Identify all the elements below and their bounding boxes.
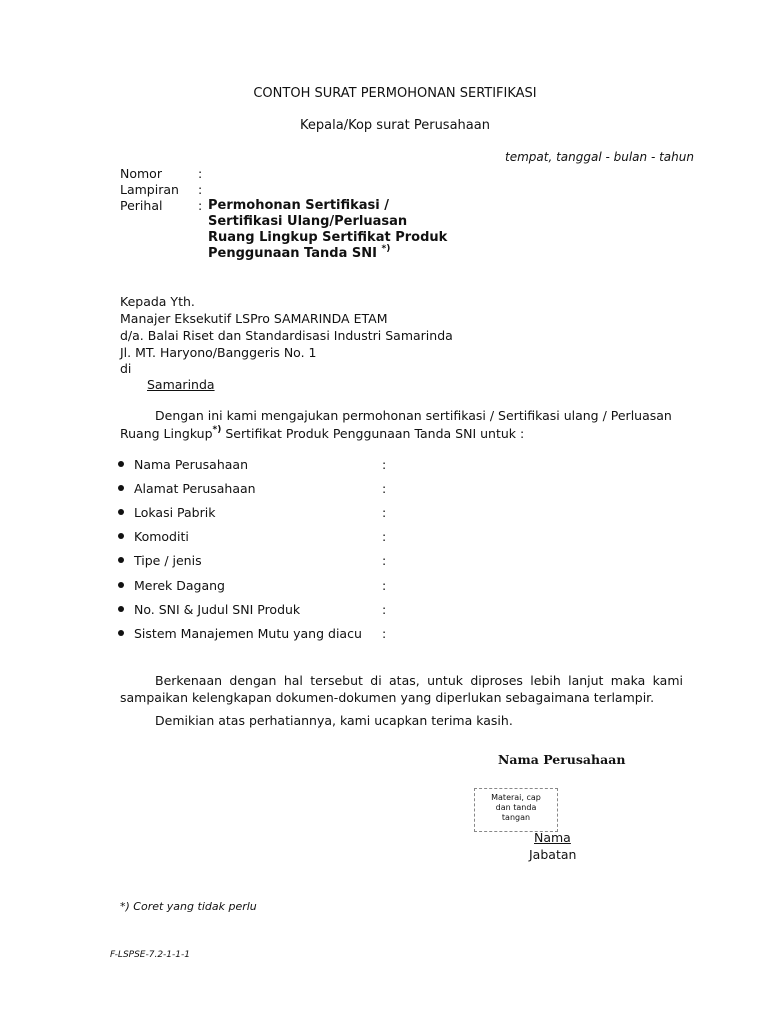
field-label: Merek Dagang xyxy=(134,578,225,593)
field-item xyxy=(118,529,189,544)
bullet-icon xyxy=(118,533,124,539)
nomor-colon: : xyxy=(198,166,203,181)
intro-line-2a: Ruang Lingkup xyxy=(120,426,213,441)
stamp-line: tangan xyxy=(501,813,531,822)
field-label: Nama Perusahaan xyxy=(134,457,249,472)
bullet-icon xyxy=(118,582,124,588)
document-title: CONTOH SURAT PERMOHONAN SERTIFIKASI xyxy=(253,86,537,101)
address-line: d/a. Balai Riset dan Standardisasi Industri Samarinda xyxy=(120,328,453,343)
field-item xyxy=(118,578,225,593)
field-colon: : xyxy=(382,578,387,593)
address-city: Samarinda xyxy=(147,377,215,392)
lampiran-colon: : xyxy=(198,182,203,197)
closing-para-2: Demikian atas perhatiannya, kami ucapkan terima kasih. xyxy=(155,713,513,728)
closing-para-1-line-2: sampaikan kelengkapan dokumen-dokumen yang diperlukan sebagaimana terlampir. xyxy=(120,690,655,705)
perihal-line-text: Penggunaan Tanda SNI xyxy=(208,246,377,261)
perihal-line: Ruang Lingkup Sertifikat Produk xyxy=(208,230,448,245)
address-line: Kepada Yth. xyxy=(120,294,195,309)
field-colon: : xyxy=(382,602,387,617)
closing-para-1-line-1: Berkenaan dengan hal tersebut di atas, untuk diproses lebih lanjut maka kami xyxy=(155,673,683,688)
stamp-line: Materai, cap xyxy=(491,793,541,802)
bullet-icon xyxy=(118,606,124,612)
signatory-name: Nama xyxy=(534,830,571,845)
field-item xyxy=(118,457,248,472)
field-colon: : xyxy=(382,626,387,641)
intro-line-2b: Sertifikat Produk Penggunaan Tanda SNI untuk : xyxy=(221,426,525,441)
letterhead-placeholder: Kepala/Kop surat Perusahaan xyxy=(300,118,490,133)
intro-line-2 xyxy=(120,426,524,441)
field-colon: : xyxy=(382,481,387,496)
field-colon: : xyxy=(382,529,387,544)
lampiran-label: Lampiran xyxy=(120,182,179,197)
footnote: *) Coret yang tidak perlu xyxy=(120,900,257,913)
perihal-line-last xyxy=(208,246,390,261)
bullet-icon xyxy=(118,461,124,467)
field-item xyxy=(118,505,215,520)
field-item xyxy=(118,602,300,617)
stamp-line: dan tanda xyxy=(495,803,537,812)
field-item xyxy=(118,626,362,641)
signatory-position: Jabatan xyxy=(529,847,577,862)
nomor-label: Nomor xyxy=(120,166,162,181)
field-colon: : xyxy=(382,553,387,568)
field-label: Tipe / jenis xyxy=(134,553,202,568)
field-item xyxy=(118,481,256,496)
field-label: Lokasi Pabrik xyxy=(134,505,216,520)
field-label: Sistem Manajemen Mutu yang diacu xyxy=(134,626,362,641)
address-line: Jl. MT. Haryono/Banggeris No. 1 xyxy=(120,345,317,360)
date-line: tempat, tanggal - bulan - tahun xyxy=(505,150,694,164)
perihal-line: Sertifikasi Ulang/Perluasan xyxy=(208,214,408,229)
perihal-colon: : xyxy=(198,198,203,213)
perihal-footnote-mark: *) xyxy=(381,244,391,254)
address-line: Manajer Eksekutif LSPro SAMARINDA ETAM xyxy=(120,311,388,326)
bullet-icon xyxy=(118,630,124,636)
perihal-label: Perihal xyxy=(120,198,163,213)
bullet-icon xyxy=(118,509,124,515)
field-label: No. SNI & Judul SNI Produk xyxy=(134,602,301,617)
bullet-icon xyxy=(118,557,124,563)
form-code: F-LSPSE-7.2-1-1-1 xyxy=(110,950,190,960)
field-label: Komoditi xyxy=(134,529,189,544)
bullet-icon xyxy=(118,485,124,491)
perihal-line: Permohonan Sertifikasi / xyxy=(208,198,390,213)
stamp-placeholder xyxy=(474,788,558,832)
address-line: di xyxy=(120,361,132,376)
field-item xyxy=(118,553,202,568)
signature-company: Nama Perusahaan xyxy=(498,752,626,767)
field-label: Alamat Perusahaan xyxy=(134,481,256,496)
field-colon: : xyxy=(382,505,387,520)
field-colon: : xyxy=(382,457,387,472)
intro-line-1: Dengan ini kami mengajukan permohonan sertifikasi / Sertifikasi ulang / Perluasan xyxy=(155,408,672,423)
intro-footnote-mark: *) xyxy=(212,425,222,435)
